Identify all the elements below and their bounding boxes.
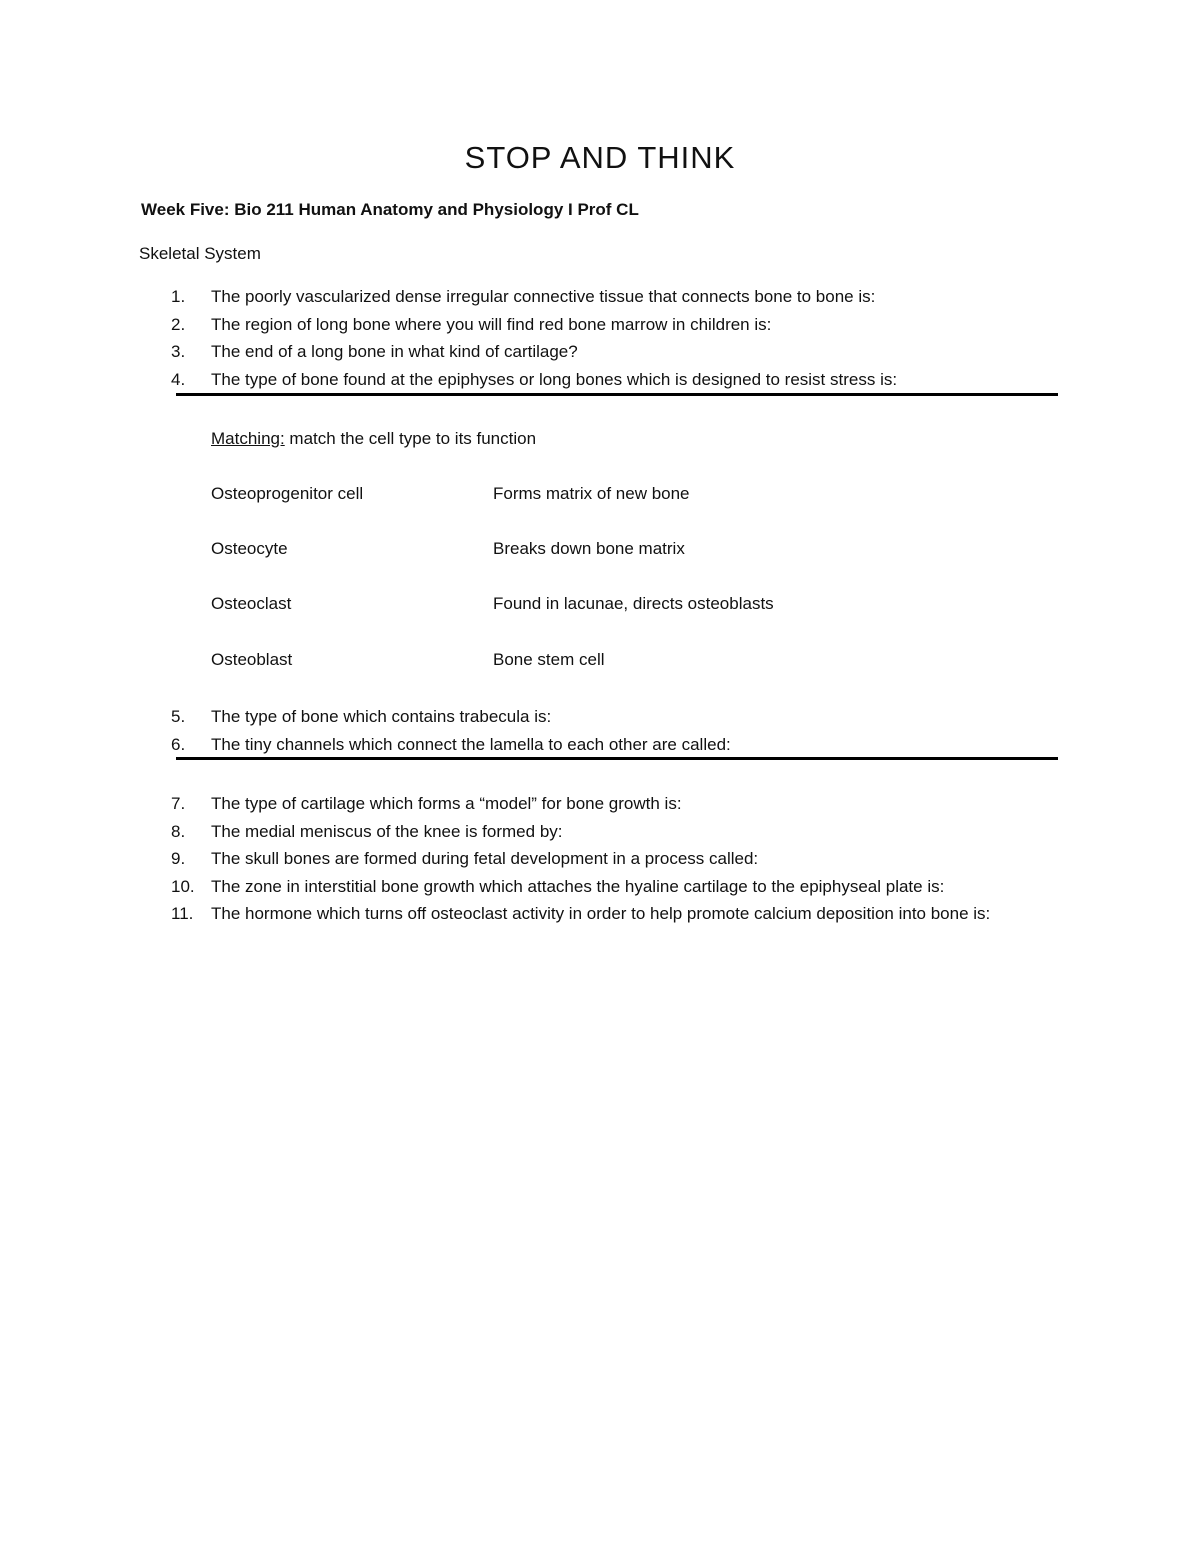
question-number: 6. — [171, 734, 186, 754]
question-number: 5. — [171, 707, 186, 726]
matching-label: Matching: — [211, 429, 285, 448]
section-heading: Skeletal System — [139, 244, 261, 263]
question-number: 7. — [171, 794, 186, 813]
question-text: The tiny channels which connect the lamella to each other are called: — [211, 734, 731, 754]
question-list-part2 — [141, 703, 1061, 758]
question-item — [141, 818, 1061, 846]
question-number: 3. — [171, 342, 186, 361]
question-number: 9. — [171, 849, 186, 868]
question-text: The skull bones are formed during fetal development in a process called: — [211, 849, 759, 868]
matching-instructions — [211, 429, 536, 449]
horizontal-divider — [176, 757, 1058, 760]
question-item — [141, 845, 1061, 873]
cell-function: Found in lacunae, directs osteoblasts — [493, 594, 774, 613]
question-item — [141, 366, 1061, 394]
cell-function: Bone stem cell — [493, 650, 605, 669]
question-item — [141, 900, 1061, 928]
question-item — [141, 790, 1061, 818]
cell-type: Osteoblast — [211, 650, 293, 669]
question-list-part1 — [141, 283, 1061, 393]
question-text: The type of bone which contains trabecula is: — [211, 707, 552, 726]
question-text: The zone in interstitial bone growth which attaches the hyaline cartilage to the epiphyseal plate is: — [211, 876, 945, 896]
cell-function: Forms matrix of new bone — [493, 484, 690, 503]
question-text: The hormone which turns off osteoclast activity in order to help promote calcium deposition into bone is: — [211, 904, 991, 923]
question-text: The end of a long bone in what kind of cartilage? — [211, 342, 578, 361]
question-item — [141, 703, 1061, 731]
course-subtitle: Week Five: Bio 211 Human Anatomy and Physiology I Prof CL — [141, 200, 639, 219]
question-text: The type of cartilage which forms a “model” for bone growth is: — [211, 794, 682, 813]
question-item — [141, 338, 1061, 366]
matching-instruction: match the cell type to its function — [284, 429, 537, 448]
cell-type: Osteocyte — [211, 539, 288, 558]
question-text: The poorly vascularized dense irregular connective tissue that connects bone to bone is: — [211, 287, 876, 306]
cell-type: Osteoprogenitor cell — [211, 484, 364, 503]
page-title: STOP AND THINK — [464, 140, 736, 175]
question-number: 10. — [171, 876, 195, 896]
question-item — [141, 731, 1061, 759]
cell-type: Osteoclast — [211, 594, 292, 613]
question-text: The medial meniscus of the knee is formed by: — [211, 821, 563, 841]
horizontal-divider — [176, 393, 1058, 396]
cell-function: Breaks down bone matrix — [493, 539, 685, 558]
question-item — [141, 283, 1061, 311]
question-number: 4. — [171, 369, 186, 389]
question-number: 1. — [171, 287, 186, 306]
question-number: 2. — [171, 314, 186, 334]
question-item — [141, 873, 1061, 901]
question-number: 8. — [171, 821, 186, 841]
question-text: The region of long bone where you will find red bone marrow in children is: — [211, 314, 772, 334]
question-list-part3 — [141, 790, 1061, 928]
question-number: 11. — [171, 904, 194, 923]
question-item — [141, 311, 1061, 339]
question-text: The type of bone found at the epiphyses or long bones which is designed to resist stress is: — [211, 369, 898, 389]
